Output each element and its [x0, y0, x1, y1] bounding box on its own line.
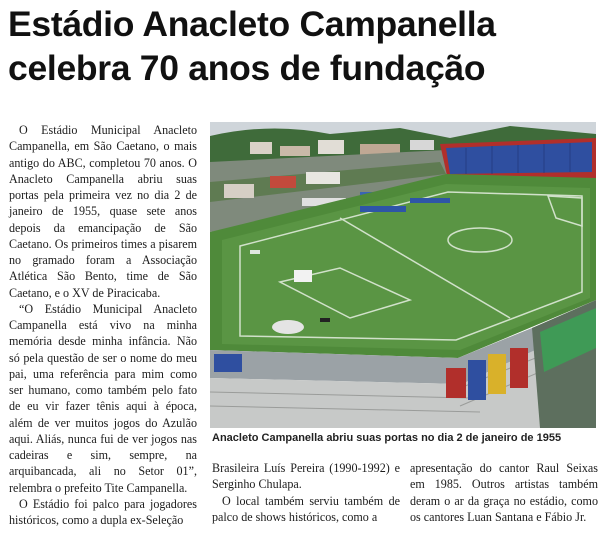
paragraph-players-continued: Brasileira Luís Pereira (1990-1992) e Serginho Chulapa.: [212, 461, 400, 492]
headline: [8, 2, 600, 90]
photo-caption: Anacleto Campanella abriu suas portas no dia 2 de janeiro de 1955: [212, 432, 562, 444]
paragraph-players: O Estádio foi palco para jogadores históricos, como a dupla ex-Seleção: [9, 496, 197, 527]
paragraph-shows: O local também serviu também de palco de shows históricos, como a: [212, 493, 400, 524]
text-column-1: [9, 122, 197, 528]
headline-line-1: Estádio Anacleto Campanella: [8, 4, 496, 44]
paragraph-intro: O Estádio Municipal Anacleto Campanella, em São Caetano, o mais antigo do ABC, completou 70 anos. O Anacleto Campanella abriu suas portas pela primeira vez no dia 2 de janeiro de 1955, quase sete anos depois da emancipação de São Caetano. Os primeiros times a pisarem no gramado foram a Associação Atlética São Bento, time de São Caetano, e o XV de Piracicaba.: [9, 123, 197, 300]
paragraph-shows-continued: apresentação do cantor Raul Seixas em 1985. Outros artistas também deram o ar da graça no estádio, como os cantores Luan Santana e Fábio Jr.: [410, 461, 598, 524]
headline-line-2: celebra 70 anos de fundação: [8, 48, 486, 88]
paragraph-quote: “O Estádio Municipal Anacleto Campanella está vivo na minha memória desde minha infância. Não só pela questão de ser o nome do meu pai, uma referência para mim como ser humano, como também pelo fato de eu vir fazer tênis aqui à época, além de ver muitos jogos do Azulão aqui. Aliás, nunca fui de ver jogos nas cadeiras e sim, sempre, na arquibancada, ali no Setor 01”, relembra o prefeito Tite Campanella.: [9, 301, 197, 495]
text-column-3: [410, 460, 598, 525]
text-column-2: [212, 460, 400, 525]
stadium-photo: [210, 122, 596, 428]
